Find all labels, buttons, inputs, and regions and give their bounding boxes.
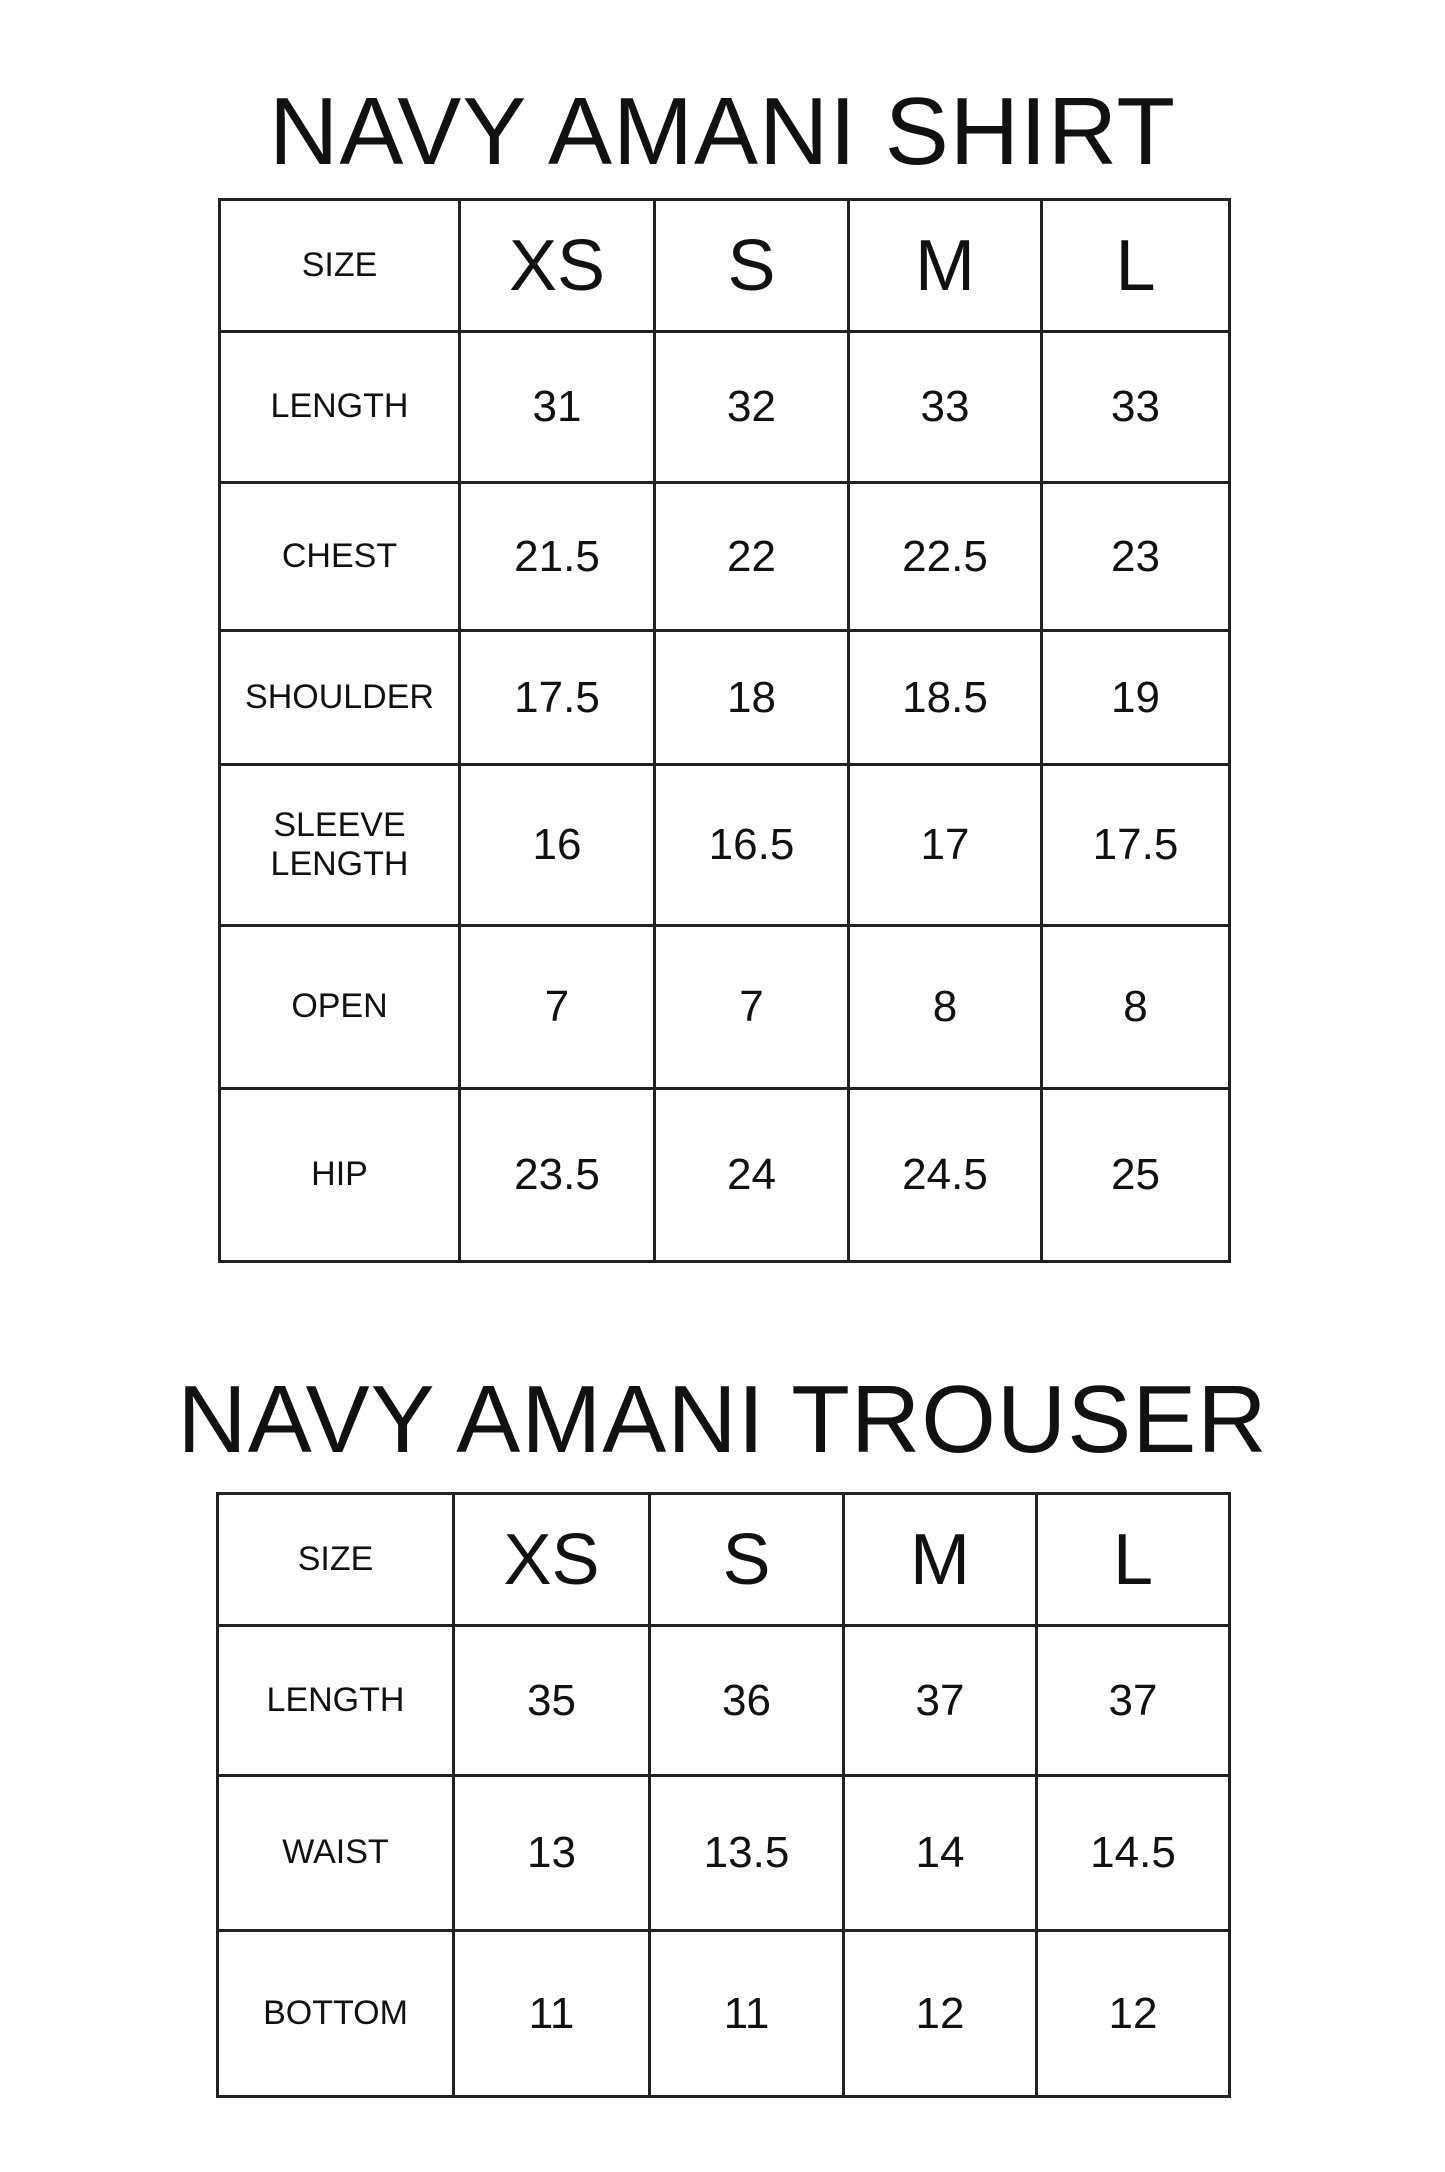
table-cell: 13.5 xyxy=(650,1776,844,1931)
size-header: M xyxy=(844,1494,1037,1626)
table-cell: 7 xyxy=(655,926,849,1089)
table-cell: 37 xyxy=(844,1626,1037,1776)
table-cell: 37 xyxy=(1037,1626,1230,1776)
table-cell: 24.5 xyxy=(849,1089,1042,1262)
table-cell: 17 xyxy=(849,765,1042,926)
table-cell: 22.5 xyxy=(849,483,1042,631)
table-cell: 24 xyxy=(655,1089,849,1262)
table-cell: 23 xyxy=(1042,483,1230,631)
size-header: L xyxy=(1042,200,1230,332)
table-row xyxy=(220,332,1230,483)
table-cell: 33 xyxy=(849,332,1042,483)
table-row xyxy=(220,1089,1230,1262)
table-row xyxy=(218,1626,1230,1776)
table-cell: 33 xyxy=(1042,332,1230,483)
table-cell: 35 xyxy=(454,1626,650,1776)
size-header: L xyxy=(1037,1494,1230,1626)
table-row xyxy=(218,1931,1230,2097)
table-cell: 12 xyxy=(844,1931,1037,2097)
table-cell: 23.5 xyxy=(460,1089,655,1262)
table-cell: 16 xyxy=(460,765,655,926)
table-cell: 18.5 xyxy=(849,631,1042,765)
table-cell: 19 xyxy=(1042,631,1230,765)
table-cell: 22 xyxy=(655,483,849,631)
table-cell: 11 xyxy=(650,1931,844,2097)
row-label: LENGTH xyxy=(218,1626,454,1776)
table-cell: 17.5 xyxy=(460,631,655,765)
size-header: XS xyxy=(460,200,655,332)
table-cell: 14 xyxy=(844,1776,1037,1931)
table-cell: 8 xyxy=(1042,926,1230,1089)
table-cell: 17.5 xyxy=(1042,765,1230,926)
row-label: SHOULDER xyxy=(220,631,460,765)
table-cell: 36 xyxy=(650,1626,844,1776)
row-label: LENGTH xyxy=(220,332,460,483)
size-header: S xyxy=(650,1494,844,1626)
table-cell: 14.5 xyxy=(1037,1776,1230,1931)
size-label: SIZE xyxy=(218,1494,454,1626)
table-cell: 8 xyxy=(849,926,1042,1089)
table-row xyxy=(220,483,1230,631)
shirt-title: NAVY AMANI SHIRT xyxy=(269,78,1176,185)
table-cell: 32 xyxy=(655,332,849,483)
table-cell: 25 xyxy=(1042,1089,1230,1262)
table-cell: 13 xyxy=(454,1776,650,1931)
size-header: XS xyxy=(454,1494,650,1626)
table-cell: 31 xyxy=(460,332,655,483)
row-label: WAIST xyxy=(218,1776,454,1931)
row-label: CHEST xyxy=(220,483,460,631)
table-cell: 12 xyxy=(1037,1931,1230,2097)
table-cell: 18 xyxy=(655,631,849,765)
size-header: M xyxy=(849,200,1042,332)
trouser-title: NAVY AMANI TROUSER xyxy=(177,1366,1268,1473)
trouser-size-table xyxy=(216,1492,1231,2098)
table-cell: 16.5 xyxy=(655,765,849,926)
table-header-row xyxy=(220,200,1230,332)
row-label: HIP xyxy=(220,1089,460,1262)
table-cell: 21.5 xyxy=(460,483,655,631)
table-cell: 7 xyxy=(460,926,655,1089)
size-label: SIZE xyxy=(220,200,460,332)
size-header: S xyxy=(655,200,849,332)
table-row xyxy=(220,926,1230,1089)
table-row xyxy=(218,1776,1230,1931)
table-header-row xyxy=(218,1494,1230,1626)
table-cell: 11 xyxy=(454,1931,650,2097)
table-row xyxy=(220,765,1230,926)
table-row xyxy=(220,631,1230,765)
row-label: OPEN xyxy=(220,926,460,1089)
shirt-size-table xyxy=(218,198,1231,1263)
row-label: SLEEVE LENGTH xyxy=(220,765,460,926)
row-label: BOTTOM xyxy=(218,1931,454,2097)
